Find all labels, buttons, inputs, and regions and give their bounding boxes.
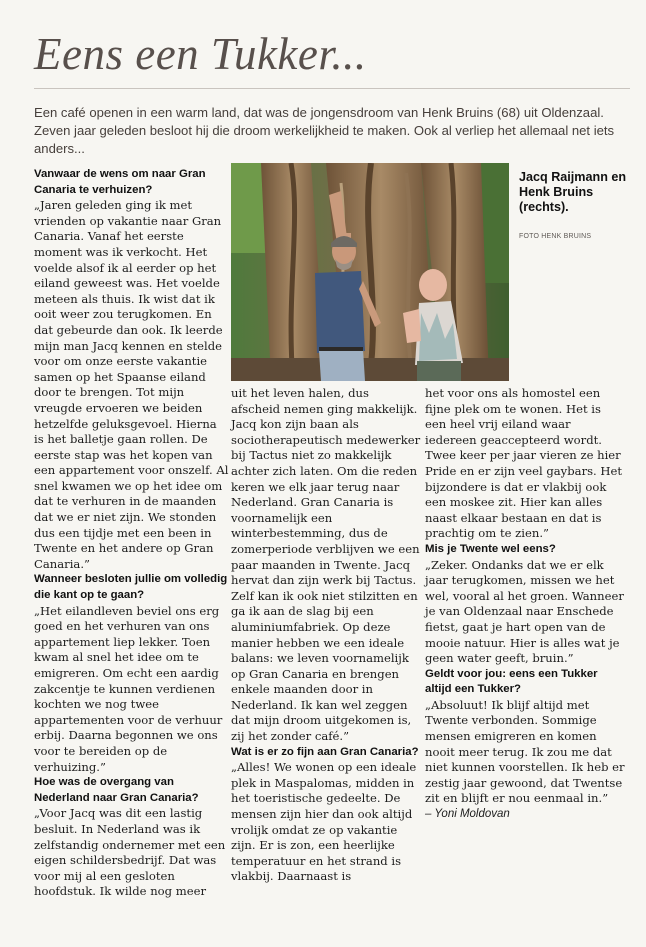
question-6: Geldt voor jou: eens een Tukker altijd een Tukker? (425, 667, 598, 696)
article-photo (231, 163, 509, 381)
answer-2: „Het eilandleven beviel ons erg goed en het verhuren van ons appartement liep lekker. Toen kwam al snel het idee om te emigreren. Om echt een aardig zakcentje te kunnen verdienen kochten we nog twee appartementen voor de verhuur erbij. Daarna begonnen we ons voor te bereiden op de verhuizing.” (34, 603, 223, 774)
title-divider (34, 88, 630, 89)
answer-4-part-2: het voor ons als homostel een fijne plek om te wonen. Het is een heel vrij eiland waar iedereen geaccepteerd wordt. Twee keer per jaar vieren ze hier Pride en er zijn veel gaybars. Het bijzondere is dat er vlakbij ook een moskee zit. Hier kan alles naast elkaar bestaan en dat is prachtig om te zien.” (425, 386, 623, 541)
answer-6: „Absoluut! Ik blijf altijd met Twente verbonden. Sommige mensen emigreren en komen nooit meer terug. Ik zou me dat niet kunnen voorstellen. Ik heb er zestig jaar gewoond, dat Twentse zit en blijft er nou eenmaal in.” (425, 697, 625, 806)
question-4: Wat is er zo fijn aan Gran Canaria? (231, 745, 419, 758)
photo-two-men-under-tree (231, 163, 509, 381)
article-title: Eens een Tukker... (34, 29, 367, 79)
answer-3-part-1: „Voor Jacq was dit een lastig besluit. In Nederland was ik zelfstandig ondernemer met een eigen schildersbedrijf. Dat was voor mij al een gesloten hoofdstuk. Ik wilde nog meer (34, 806, 226, 899)
author-byline: – Yoni Moldovan (425, 808, 510, 821)
question-5: Mis je Twente wel eens? (425, 542, 556, 555)
column-3 (425, 386, 625, 823)
article-intro: Een café openen in een warm land, dat was de jongensdroom van Henk Bruins (68) uit Oldenzaal. Zeven jaar geleden besloot hij die droom werkelijkheid te maken. Ook al verliep het allemaal net iets anders... (34, 105, 615, 156)
photo-credit: FOTO HENK BRUINS (519, 233, 592, 240)
question-3: Hoe was de overgang van Nederland naar Gran Canaria? (34, 776, 199, 804)
question-1: Vanwaar de wens om naar Gran Canaria te verhuizen? (34, 168, 206, 196)
photo-caption: Jacq Raijmann en Henk Bruins (rechts). (519, 170, 627, 214)
answer-5: „Zeker. Ondanks dat we er elk jaar terugkomen, missen we het wel, vooral al het groen. Wanneer je van Oldenzaal naar Enschede fietst, gaat je hart open van de mooie natuur. Hier is alles wat je geen water geeft, bruin.” (425, 557, 624, 666)
answer-4-part-1: „Alles! We wonen op een ideale plek in Maspalomas, midden in het toeristische gedeelte. De mensen zijn hier dan ook altijd vrolijk omdat ze op vakantie zijn. Er is zon, een heerlijke temperatuur en het strand is vlakbij. Daarnaast is (231, 760, 417, 884)
column-1 (34, 167, 229, 900)
question-2: Wanneer besloten jullie om volledig die kant op te gaan? (34, 573, 228, 602)
answer-1: „Jaren geleden ging ik met vrienden op vakantie naar Gran Canaria. Vanaf het eerste moment was ik verkocht. Het voelde alsof ik al eerder op het eiland geweest was. Het voelde meteen als thuis. Ik wist dat ik ooit weer zou terugkomen. En dat gebeurde dan ook. Ik leerde mijn man Jacq kennen en stelde voor om onze eerste vakantie samen op het Spaanse eiland door te brengen. Tot mijn vreugde ervoeren we beiden hetzelfde geluksgevoel. Hierna is het balletje gaan rollen. De eerste stap was het kopen van een appartement voor onszelf. Al snel kwamen we op het idee om dat te verhuren in de maanden dat we er niet zijn. We stonden dus een tijdje met een been in Twente en het andere op Gran Canaria.” (34, 198, 229, 571)
answer-3-part-2: uit het leven halen, dus afscheid nemen ging makkelijk. Jacq kon zijn baan als sociotherapeutisch medewerker bij Tactus niet zo makkelijk achter zich laten. Om die reden keren we elk jaar terug naar Nederland. Gran Canaria is voornamelijk een winterbestemming, dus de zomerperiode verblijven we een paar maanden in Twente. Jacq hervat dan zijn werk bij Tactus. Zelf kan ik ook niet stilzitten en ga ik aan de slag bij een aluminiumfabriek. Op deze manier hebben we een ideale balans: we leven voornamelijk op Gran Canaria en brengen enkele maanden door in Nederland. Ik kan wel zeggen dat mijn droom uitgekomen is, zij het zonder café.” (231, 386, 421, 744)
column-2 (231, 386, 421, 885)
